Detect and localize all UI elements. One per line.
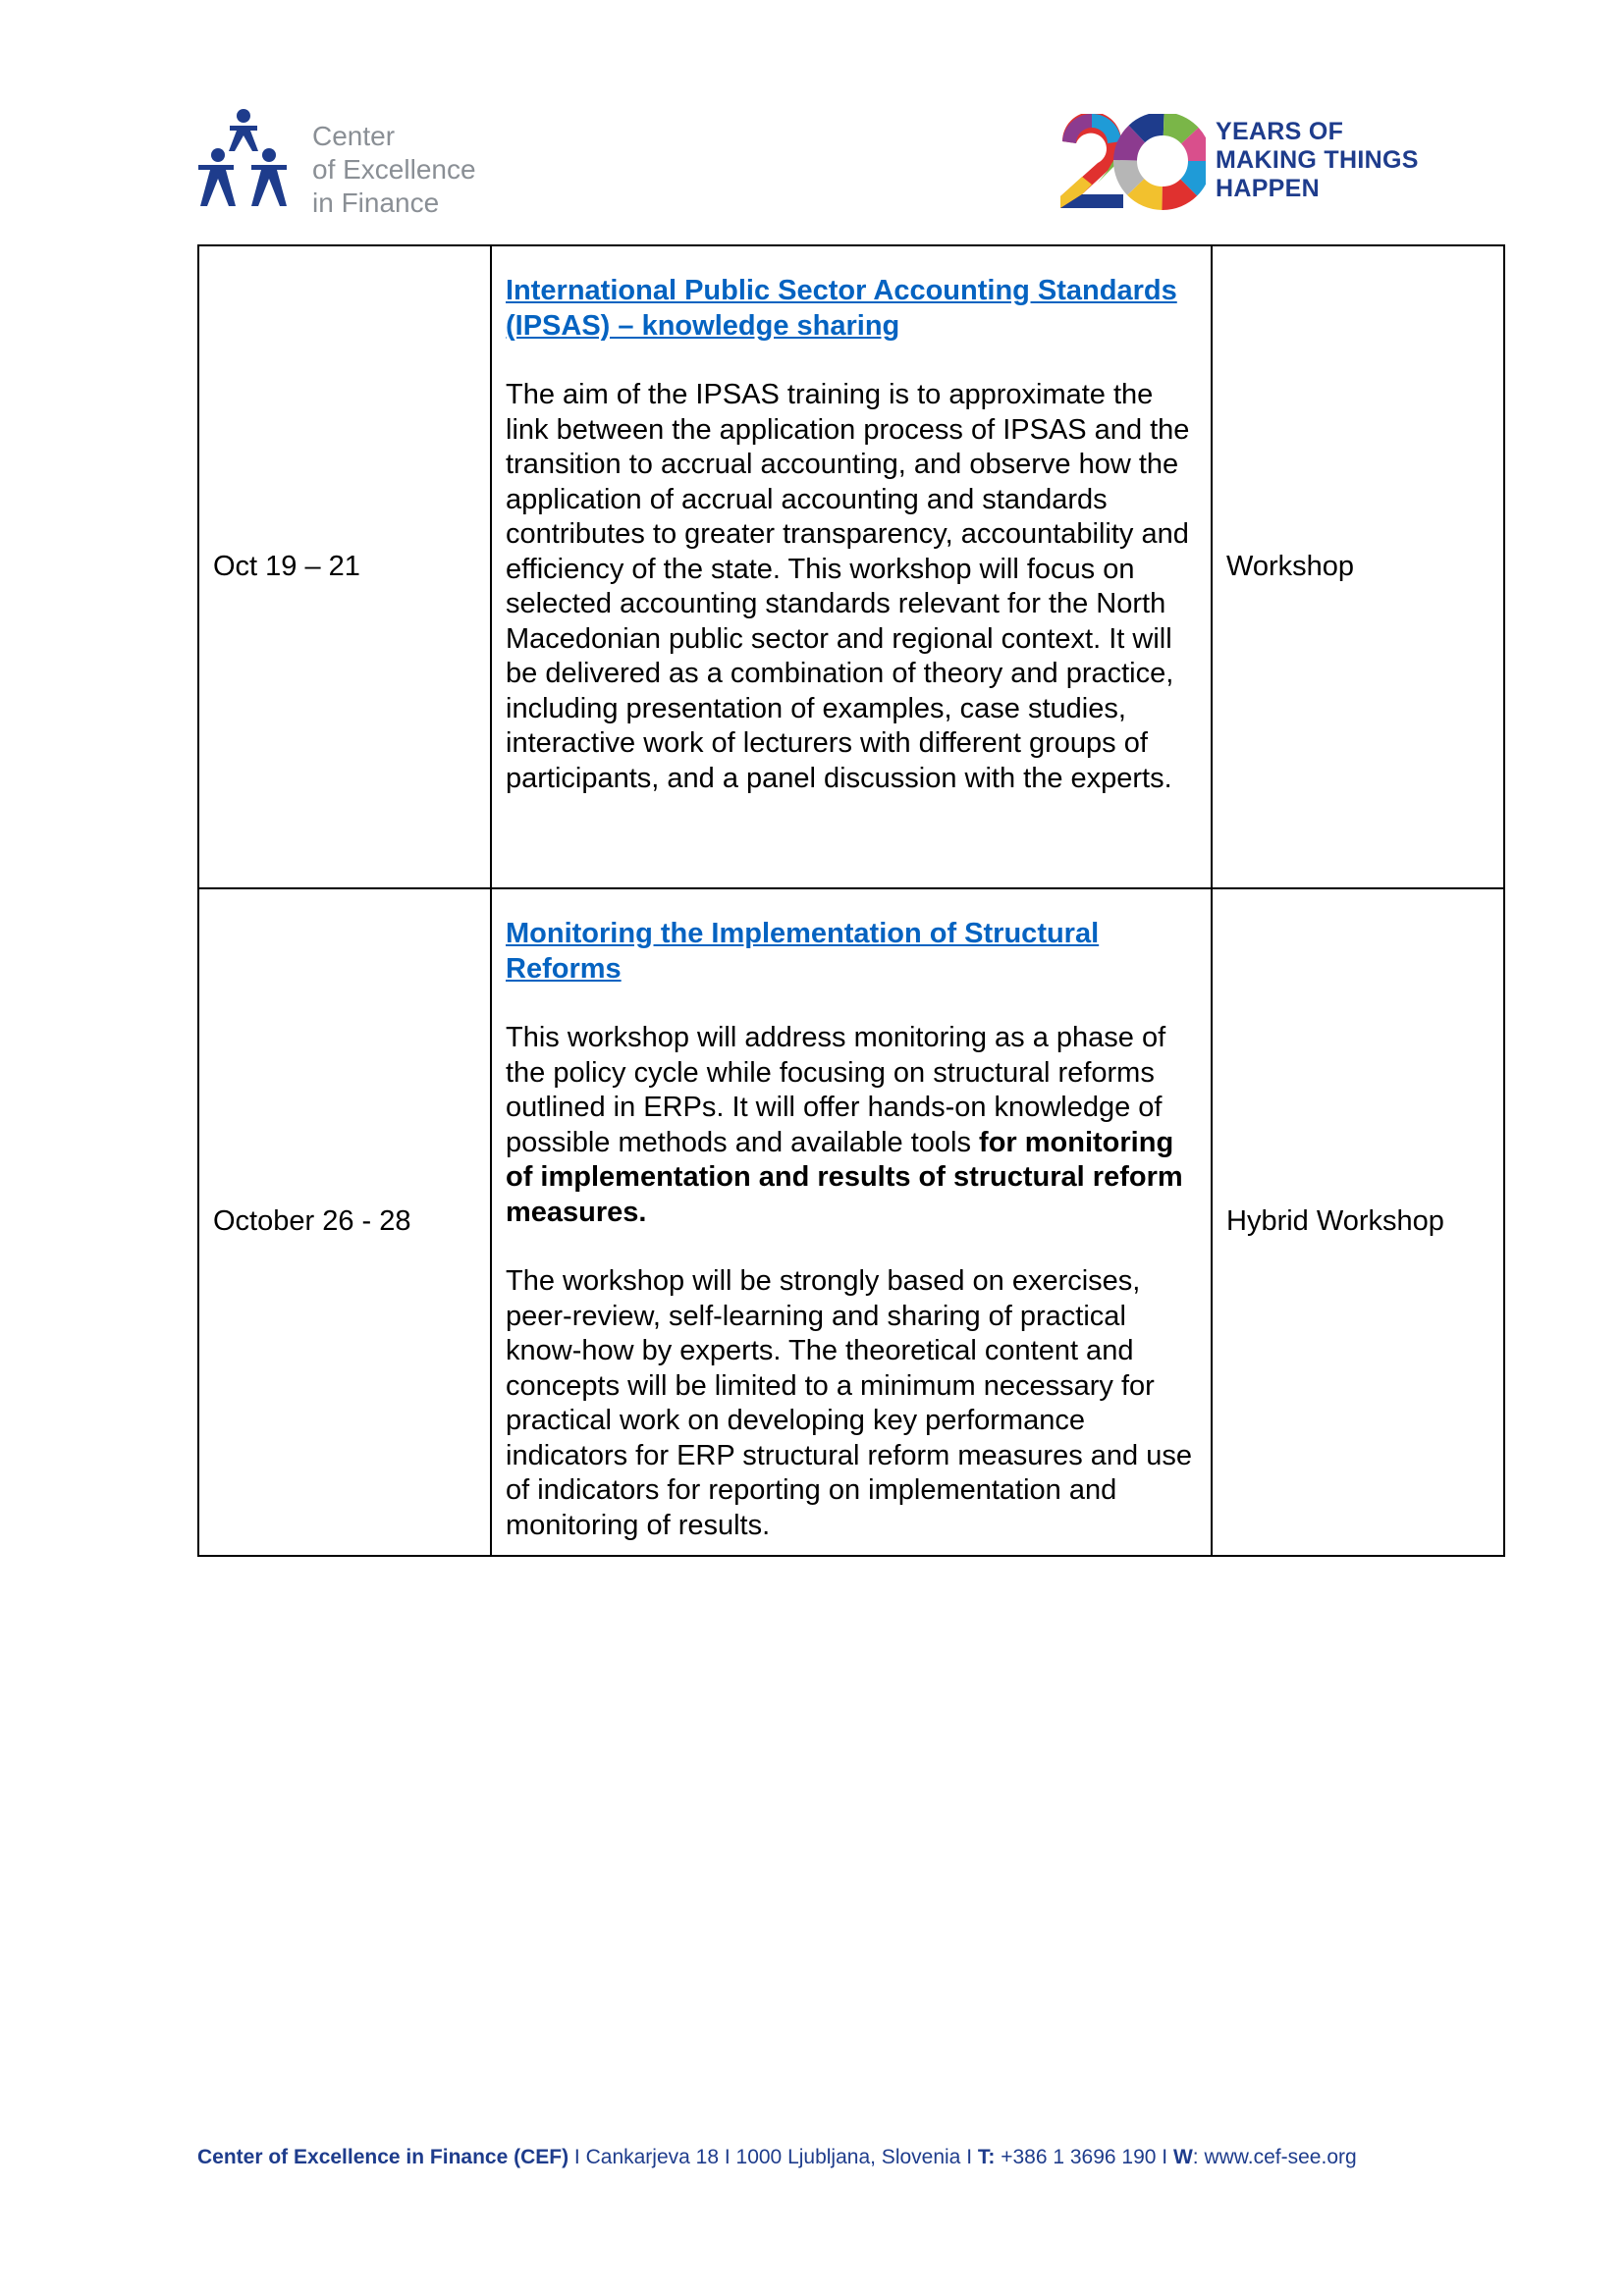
course-title-link[interactable]: International Public Sector Accounting Standards (IPSAS) – knowledge sharing [506,275,1177,342]
type-cell: Workshop [1212,245,1504,888]
description-cell [491,888,1212,1556]
course-description: The aim of the IPSAS training is to approximate the link between the application process of IPSAS and the transition to accrual accounting, and observe how the application of accrual accounting and standards contributes to greater transparency, accountability and efficiency of the state. This workshop will focus on selected accounting standards relevant for the North Macedonian public sector and regional context. It will be delivered as a combination of theory and practice, including presentation of examples, case studies, interactive work of lecturers with different groups of participants, and a panel discussion with the experts. [506,379,1190,794]
cef-logo-line2: of Excellence [312,154,476,185]
date-cell: October 26 - 28 [198,888,491,1556]
cef-logo [196,108,511,216]
table-row [198,888,1504,1556]
page-footer [197,2146,1474,2169]
schedule-table [197,244,1505,1557]
description-cell [491,245,1212,888]
twenty-years-icon [1058,114,1206,212]
footer-address: I Cankarjeva 18 I 1000 Ljubljana, Slovenia I [568,2146,978,2168]
footer-org: Center of Excellence in Finance (CEF) [197,2146,569,2168]
anniversary-line1: YEARS OF [1216,118,1344,145]
type-cell: Hybrid Workshop [1212,888,1504,1556]
course-title-link[interactable]: Monitoring the Implementation of Structural Reforms [506,918,1100,985]
cef-logo-line1: Center [312,121,396,151]
course-description-intro: This workshop will address monitoring as a phase of the policy cycle while focusing on structural reforms outlined in ERPs. It will offer hands-on knowledge of possible methods and available tools [506,1022,1166,1158]
course-description-bold: for monitoring of implementation and results of structural reform measures. [506,1126,1183,1228]
course-description [506,1021,1197,1230]
date-cell: Oct 19 – 21 [198,245,491,888]
cef-logo-line3: in Finance [312,187,440,218]
course-description-2: The workshop will be strongly based on exercises, peer-review, self-learning and sharing of practical know-how by experts. The theoretical content and concepts will be limited to a minimum necessary for practical work on developing key performance indicators for ERP structural reform measures and use of indicators for reporting on implementation and monitoring of results. [506,1265,1192,1541]
anniversary-line3: HAPPEN [1216,175,1320,202]
footer-web[interactable]: : www.cef-see.org [1192,2146,1357,2168]
anniversary-logo [1058,114,1471,212]
footer-phone: +386 1 3696 190 I [995,2146,1173,2168]
footer-web-label: W [1172,2146,1193,2168]
anniversary-line2: MAKING THINGS [1216,146,1419,174]
cef-figures-icon [196,108,295,216]
table-row [198,245,1504,888]
footer-phone-label: T: [977,2146,996,2168]
